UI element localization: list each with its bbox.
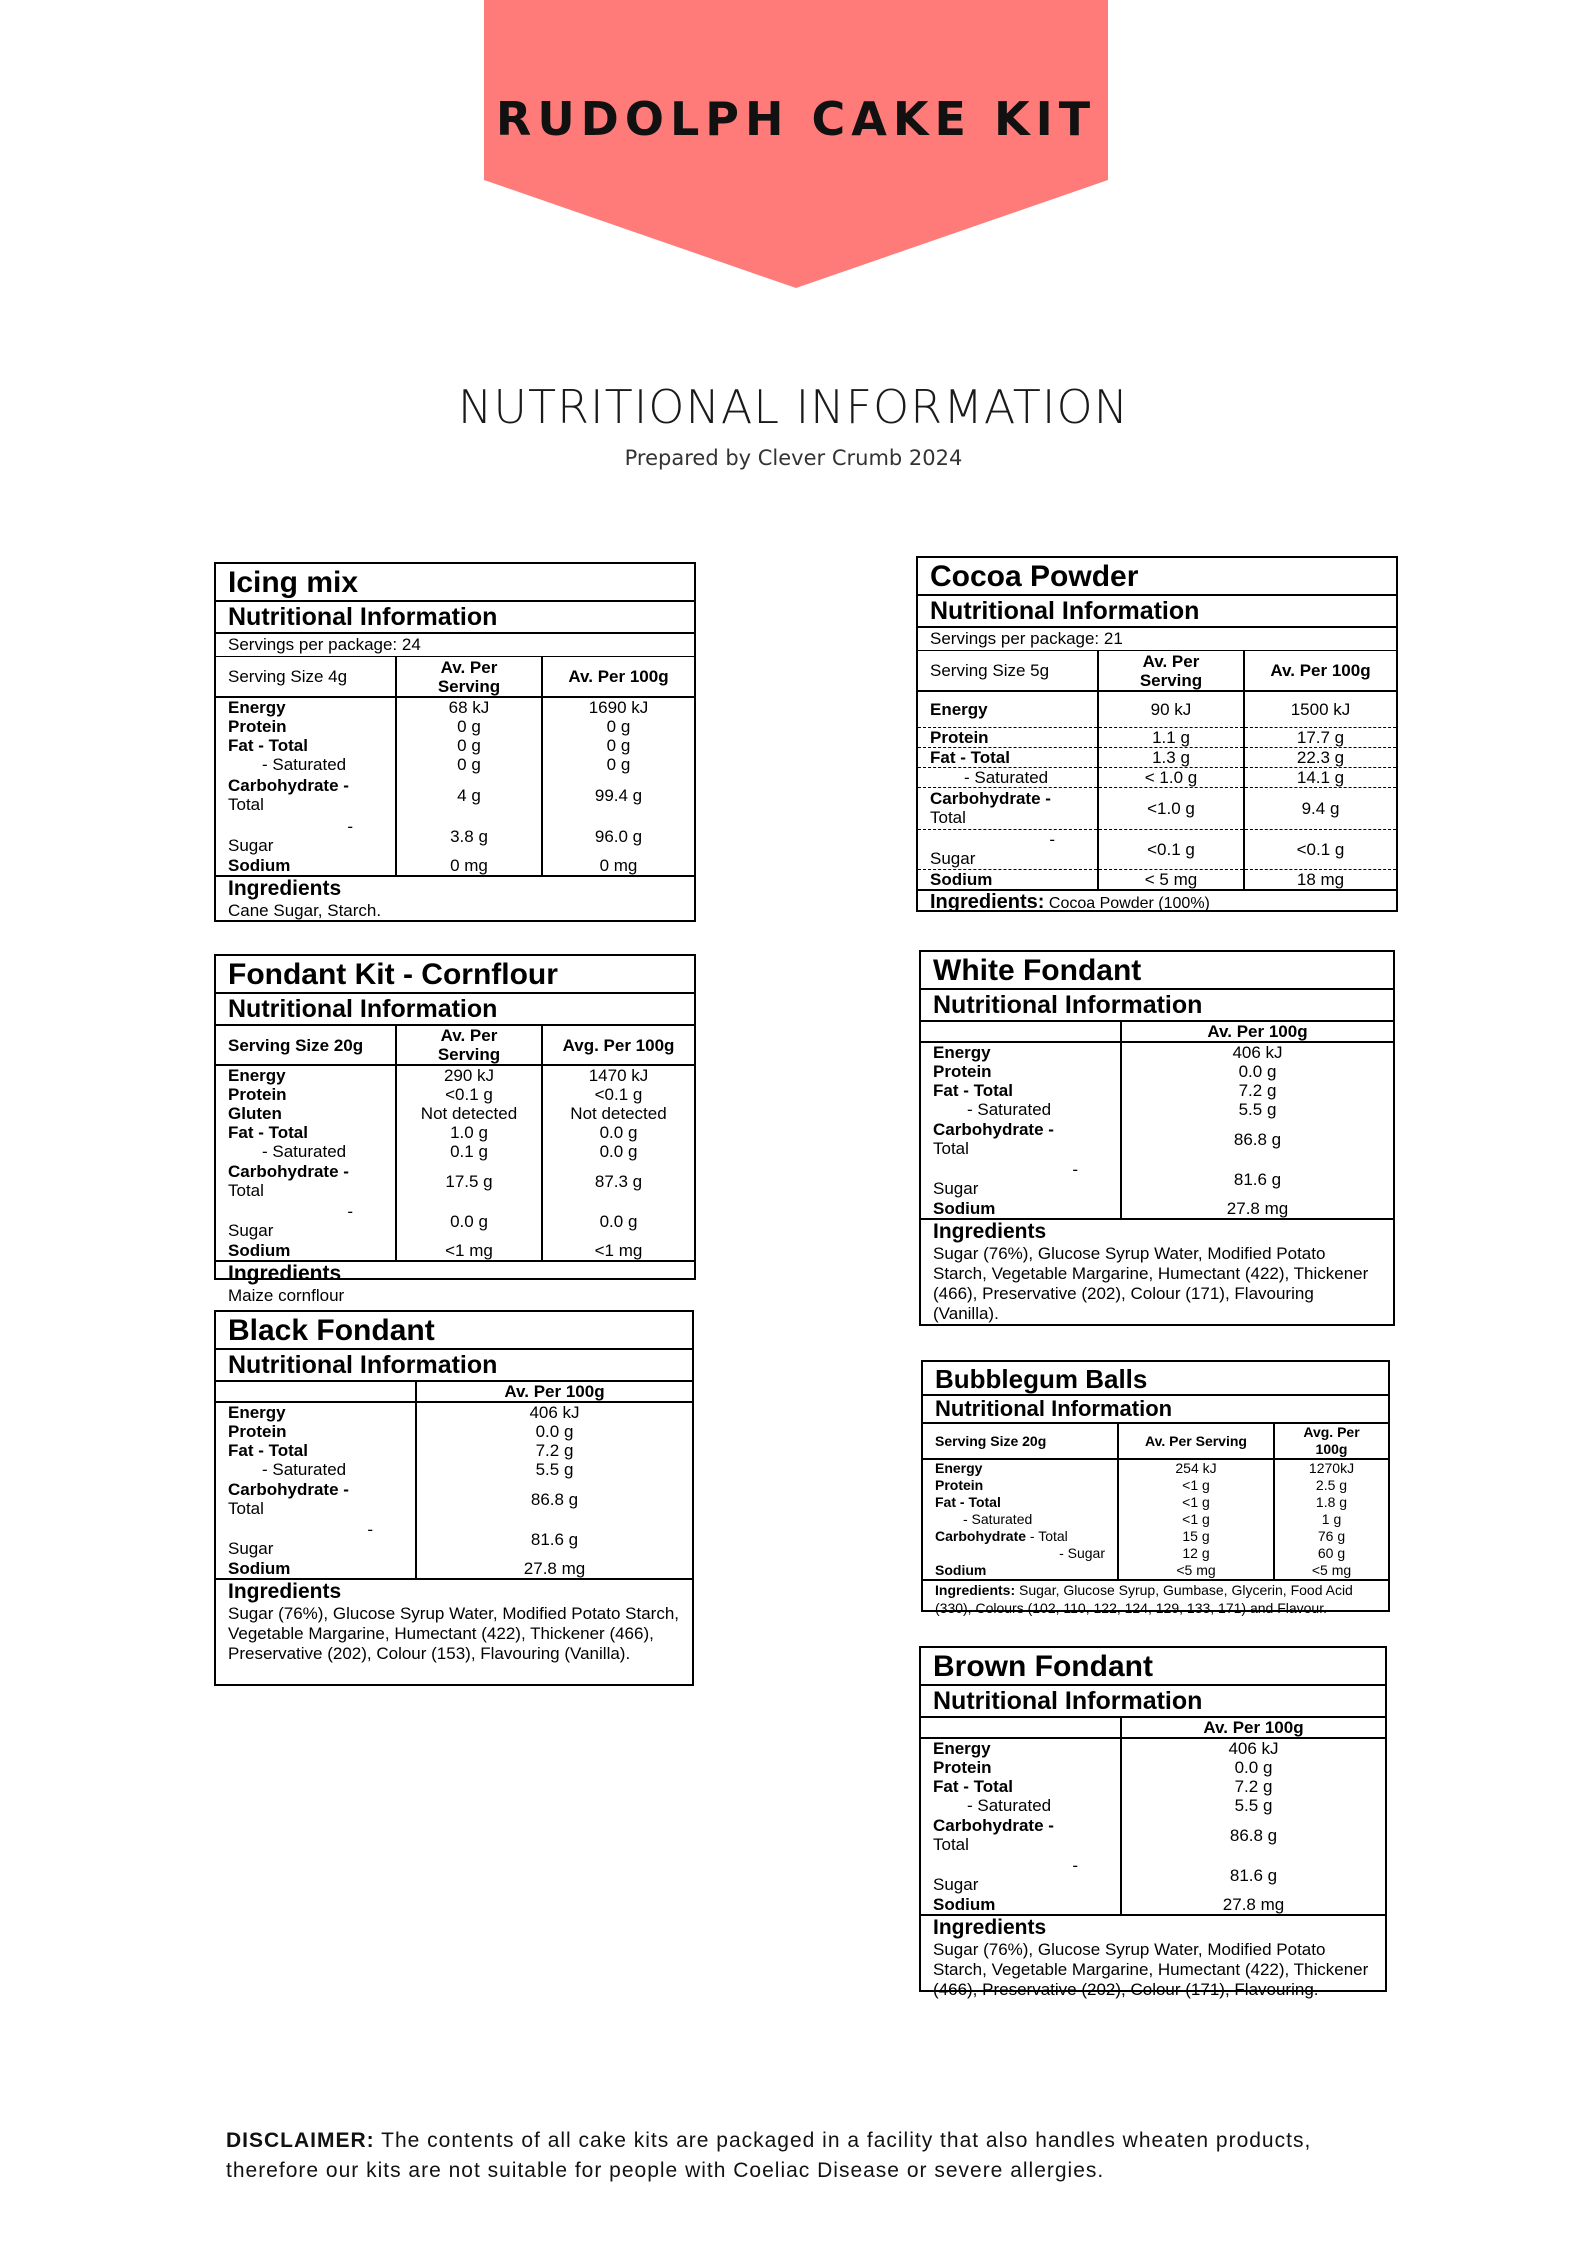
row-label: Carbohydrate - Total: [228, 776, 349, 814]
row-value: <0.1 g: [542, 1085, 694, 1104]
row-label: Sodium: [228, 856, 291, 875]
row-value: < 1.0 g: [1098, 767, 1244, 787]
ingredients-text: Cane Sugar, Starch.: [228, 901, 382, 920]
panel-subtitle: Nutritional Information: [921, 1686, 1385, 1718]
row-value: <1 mg: [542, 1241, 694, 1261]
row-value: 81.6 g: [1121, 1855, 1385, 1895]
row-value: 90 kJ: [1098, 691, 1244, 727]
disclaimer: [226, 2126, 1376, 2186]
row-label: Energy: [228, 698, 286, 717]
row-label: Protein: [935, 1477, 984, 1493]
nutrition-table: [921, 1718, 1385, 1916]
row-value: 0.0 g: [1121, 1758, 1385, 1777]
col-header-100g: Av. Per 100g: [542, 657, 694, 697]
panel-title: Brown Fondant: [921, 1648, 1385, 1686]
ingredients-label: Ingredients: [228, 877, 342, 900]
row-value: 87.3 g: [542, 1161, 694, 1201]
ingredients-text: Sugar (76%), Glucose Syrup Water, Modified Potato Starch, Vegetable Margarine, Humectant (422), Thickener (466), Preservative (202), Colour (171), Flavouring.: [933, 1940, 1369, 1999]
row-label: Fat - Total: [933, 1777, 1013, 1796]
row-label: - Sugar: [1059, 1545, 1105, 1561]
col-header-100g: Av. Per 100g: [416, 1382, 692, 1402]
col-header-serving: Av. Per Serving: [396, 657, 542, 697]
panel-title: White Fondant: [921, 952, 1393, 990]
row-label: Protein: [933, 1062, 992, 1081]
serving-size: Serving Size 20g: [935, 1432, 1047, 1449]
row-value: 1.8 g: [1274, 1494, 1388, 1511]
row-value: 0.0 g: [542, 1201, 694, 1241]
row-value: 1470 kJ: [542, 1065, 694, 1085]
row-value: 0 g: [396, 717, 542, 736]
row-value: <0.1 g: [1244, 829, 1396, 869]
row-value: 86.8 g: [416, 1479, 692, 1519]
row-value: 406 kJ: [416, 1402, 692, 1422]
row-value: Not detected: [542, 1104, 694, 1123]
col-header-serving: Av. Per Serving: [1118, 1424, 1274, 1459]
row-label: - Sugar: [228, 817, 353, 855]
panel-title: Black Fondant: [216, 1312, 692, 1350]
row-value: 0 g: [396, 736, 542, 755]
row-value: <0.1 g: [396, 1085, 542, 1104]
ingredients-label: Ingredients: [228, 1262, 342, 1285]
nutrition-table: [216, 1382, 692, 1580]
ingredients-label: Ingredients:: [930, 890, 1045, 913]
row-value: 1690 kJ: [542, 697, 694, 717]
col-header-serving: Av. Per Serving: [396, 1026, 542, 1065]
row-label: - Saturated: [262, 1142, 347, 1161]
row-label: - Saturated: [262, 1460, 347, 1479]
ingredients-text: Cocoa Powder (100%): [1048, 894, 1210, 912]
row-value: 406 kJ: [1121, 1738, 1385, 1758]
row-value: 99.4 g: [542, 774, 694, 816]
row-label: Fat - Total: [930, 747, 1010, 767]
row-label: - Saturated: [262, 755, 347, 774]
row-label: Energy: [228, 1403, 286, 1422]
row-label: Carbohydrate - Total: [935, 1528, 1068, 1544]
row-label: Protein: [228, 717, 287, 736]
row-value: 60 g: [1274, 1545, 1388, 1562]
row-value: 290 kJ: [396, 1065, 542, 1085]
row-value: 81.6 g: [1121, 1159, 1393, 1199]
row-label: Gluten: [228, 1104, 282, 1123]
row-label: Energy: [228, 1066, 286, 1085]
page-subtitle: Prepared by Clever Crumb 2024: [624, 446, 963, 470]
row-label: Carbohydrate - Total: [933, 1816, 1054, 1854]
row-value: 7.2 g: [1121, 1777, 1385, 1796]
panel-title: Icing mix: [216, 564, 694, 602]
row-value: <5 mg: [1274, 1562, 1388, 1580]
row-label: Sodium: [930, 869, 993, 889]
panel-subtitle: Nutritional Information: [918, 596, 1396, 628]
row-label: Sodium: [933, 1895, 996, 1914]
servings-per-package: Servings per package: 24: [216, 634, 694, 657]
row-label: Protein: [930, 727, 989, 747]
row-value: <1 g: [1118, 1477, 1274, 1494]
panel-subtitle: Nutritional Information: [923, 1396, 1388, 1424]
row-label: Sodium: [228, 1241, 291, 1260]
header-banner: [484, 0, 1108, 288]
row-value: 1.0 g: [396, 1123, 542, 1142]
ingredients-label: Ingredients: [933, 1220, 1047, 1243]
row-value: <1 g: [1118, 1494, 1274, 1511]
panel-bubblegum-balls: [921, 1360, 1390, 1616]
panel-subtitle: Nutritional Information: [216, 602, 694, 634]
ingredients-text: Sugar, Glucose Syrup, Gumbase, Glycerin, Food Acid (330), Colours (102, 110, 122, 124, 129, 133, 171) and Flavour.: [935, 1582, 1353, 1616]
disclaimer-label: DISCLAIMER:: [226, 2129, 375, 2152]
col-header-100g: Av. Per 100g: [1244, 651, 1396, 691]
row-label: - Saturated: [967, 1796, 1052, 1815]
panel-brown-fondant: [919, 1646, 1387, 1999]
row-value: Not detected: [396, 1104, 542, 1123]
panel-subtitle: Nutritional Information: [216, 994, 694, 1026]
row-value: <0.1 g: [1098, 829, 1244, 869]
row-label: - Sugar: [228, 1202, 353, 1240]
col-header-serving: Av. Per Serving: [1098, 651, 1244, 691]
row-value: 86.8 g: [1121, 1815, 1385, 1855]
row-value: 5.5 g: [1121, 1100, 1393, 1119]
row-value: 17.5 g: [396, 1161, 542, 1201]
row-label: - Saturated: [967, 1100, 1052, 1119]
row-value: 406 kJ: [1121, 1042, 1393, 1062]
row-label: Energy: [930, 699, 988, 719]
panel-black-fondant: [214, 1310, 694, 1686]
row-value: 22.3 g: [1244, 747, 1396, 767]
disclaimer-text: The contents of all cake kits are packaged in a facility that also handles wheaten products, therefore our kits are not suitable for people with Coeliac Disease or severe allergies.: [226, 2129, 1312, 2182]
col-header-100g: Av. Per 100g: [1121, 1718, 1385, 1738]
row-value: 3.8 g: [396, 816, 542, 856]
col-header-100g: Avg. Per 100g: [542, 1026, 694, 1065]
nutrition-table: [923, 1424, 1388, 1581]
row-label: - Sugar: [933, 1856, 1078, 1894]
servings-per-package: Servings per package: 21: [918, 628, 1396, 651]
row-value: 1 g: [1274, 1511, 1388, 1528]
nutrition-table: [216, 657, 694, 877]
row-value: 1.3 g: [1098, 747, 1244, 767]
row-value: 81.6 g: [416, 1519, 692, 1559]
row-value: 2.5 g: [1274, 1477, 1388, 1494]
row-value: 68 kJ: [396, 697, 542, 717]
ingredients-row: [918, 891, 1396, 915]
serving-size: Serving Size 20g: [228, 1035, 364, 1055]
row-value: 0.0 g: [542, 1123, 694, 1142]
row-value: 96.0 g: [542, 816, 694, 856]
panel-icing-mix: [214, 562, 696, 922]
row-label: Energy: [933, 1739, 991, 1758]
brand-title: RUDOLPH CAKE KIT: [495, 92, 1097, 146]
row-label: Sodium: [228, 1559, 291, 1578]
row-value: 7.2 g: [1121, 1081, 1393, 1100]
row-label: Fat - Total: [228, 1441, 308, 1460]
row-value: 15 g: [1118, 1528, 1274, 1545]
row-value: 0.0 g: [1121, 1062, 1393, 1081]
ingredients-label: Ingredients: [933, 1916, 1047, 1939]
row-value: 0.0 g: [416, 1422, 692, 1441]
row-label: Protein: [228, 1085, 287, 1104]
row-value: 76 g: [1274, 1528, 1388, 1545]
row-label: Energy: [933, 1043, 991, 1062]
row-value: 0.1 g: [396, 1142, 542, 1161]
row-value: 1270kJ: [1274, 1459, 1388, 1477]
panel-title: Cocoa Powder: [918, 558, 1396, 596]
row-value: <1.0 g: [1098, 787, 1244, 829]
panel-title: Fondant Kit - Cornflour: [216, 956, 694, 994]
row-value: 0 mg: [542, 856, 694, 876]
row-value: 5.5 g: [416, 1460, 692, 1479]
row-value: 0 mg: [396, 856, 542, 876]
row-label: - Sugar: [930, 830, 1055, 868]
panel-title: Bubblegum Balls: [923, 1362, 1388, 1396]
panel-cocoa-powder: [916, 556, 1398, 912]
row-value: 0 g: [542, 717, 694, 736]
row-label: - Saturated: [963, 1511, 1033, 1527]
row-label: - Sugar: [933, 1160, 1078, 1198]
row-label: Carbohydrate - Total: [228, 1162, 349, 1200]
row-label: Protein: [933, 1758, 992, 1777]
row-label: Protein: [228, 1422, 287, 1441]
serving-size: Serving Size 5g: [930, 661, 1050, 680]
row-value: 1500 kJ: [1244, 691, 1396, 727]
row-value: 1.1 g: [1098, 727, 1244, 747]
nutrition-table: [216, 1026, 694, 1262]
row-value: 14.1 g: [1244, 767, 1396, 787]
panel-subtitle: Nutritional Information: [216, 1350, 692, 1382]
row-value: <1 mg: [396, 1241, 542, 1261]
row-label: Carbohydrate - Total: [933, 1120, 1054, 1158]
ingredients-label: Ingredients:: [935, 1582, 1016, 1598]
nutrition-table: [918, 651, 1396, 891]
row-value: < 5 mg: [1098, 869, 1244, 890]
row-value: 5.5 g: [1121, 1796, 1385, 1815]
row-value: 254 kJ: [1118, 1459, 1274, 1477]
row-value: 0.0 g: [396, 1201, 542, 1241]
ingredients-row: [923, 1581, 1388, 1619]
row-label: Sodium: [933, 1199, 996, 1218]
row-value: 0 g: [396, 755, 542, 774]
row-label: Fat - Total: [933, 1081, 1013, 1100]
row-value: 17.7 g: [1244, 727, 1396, 747]
page-title: NUTRITIONAL INFORMATION: [457, 380, 1130, 434]
row-label: - Saturated: [964, 767, 1049, 787]
row-label: Fat - Total: [228, 1123, 308, 1142]
row-value: 0.0 g: [542, 1142, 694, 1161]
row-value: 27.8 mg: [416, 1559, 692, 1579]
row-value: 86.8 g: [1121, 1119, 1393, 1159]
row-value: 18 mg: [1244, 869, 1396, 890]
row-value: 27.8 mg: [1121, 1895, 1385, 1915]
row-value: 0 g: [542, 755, 694, 774]
row-value: 12 g: [1118, 1545, 1274, 1562]
row-label: Energy: [935, 1460, 983, 1476]
row-label: Sodium: [935, 1562, 987, 1578]
panel-white-fondant: [919, 950, 1395, 1326]
panel-fondant-cornflour: [214, 954, 696, 1305]
row-label: Carbohydrate - Total: [228, 1480, 349, 1518]
row-label: - Sugar: [228, 1520, 373, 1558]
row-label: Fat - Total: [935, 1494, 1001, 1510]
row-value: 7.2 g: [416, 1441, 692, 1460]
row-value: <1 g: [1118, 1511, 1274, 1528]
row-value: 9.4 g: [1244, 787, 1396, 829]
ingredients-text: Sugar (76%), Glucose Syrup Water, Modified Potato Starch, Vegetable Margarine, Humectant (422), Thickener (466), Preservative (202), Colour (171), Flavouring (Vanilla).: [933, 1244, 1369, 1323]
nutrition-table: [921, 1022, 1393, 1220]
row-value: 27.8 mg: [1121, 1199, 1393, 1219]
row-value: 0 g: [542, 736, 694, 755]
row-label: Carbohydrate - Total: [930, 789, 1051, 827]
serving-size: Serving Size 4g: [228, 667, 348, 686]
panel-subtitle: Nutritional Information: [921, 990, 1393, 1022]
row-value: <5 mg: [1118, 1562, 1274, 1580]
col-header-100g: Avg. Per 100g: [1274, 1424, 1388, 1459]
ingredients-label: Ingredients: [228, 1580, 342, 1603]
row-label: Fat - Total: [228, 736, 308, 755]
col-header-100g: Av. Per 100g: [1121, 1022, 1393, 1042]
row-value: 4 g: [396, 774, 542, 816]
ingredients-text: Maize cornflour: [228, 1286, 345, 1305]
ingredients-text: Sugar (76%), Glucose Syrup Water, Modified Potato Starch, Vegetable Margarine, Humectant (422), Thickener (466), Preservative (202), Colour (153), Flavouring (Vanilla).: [228, 1604, 680, 1663]
